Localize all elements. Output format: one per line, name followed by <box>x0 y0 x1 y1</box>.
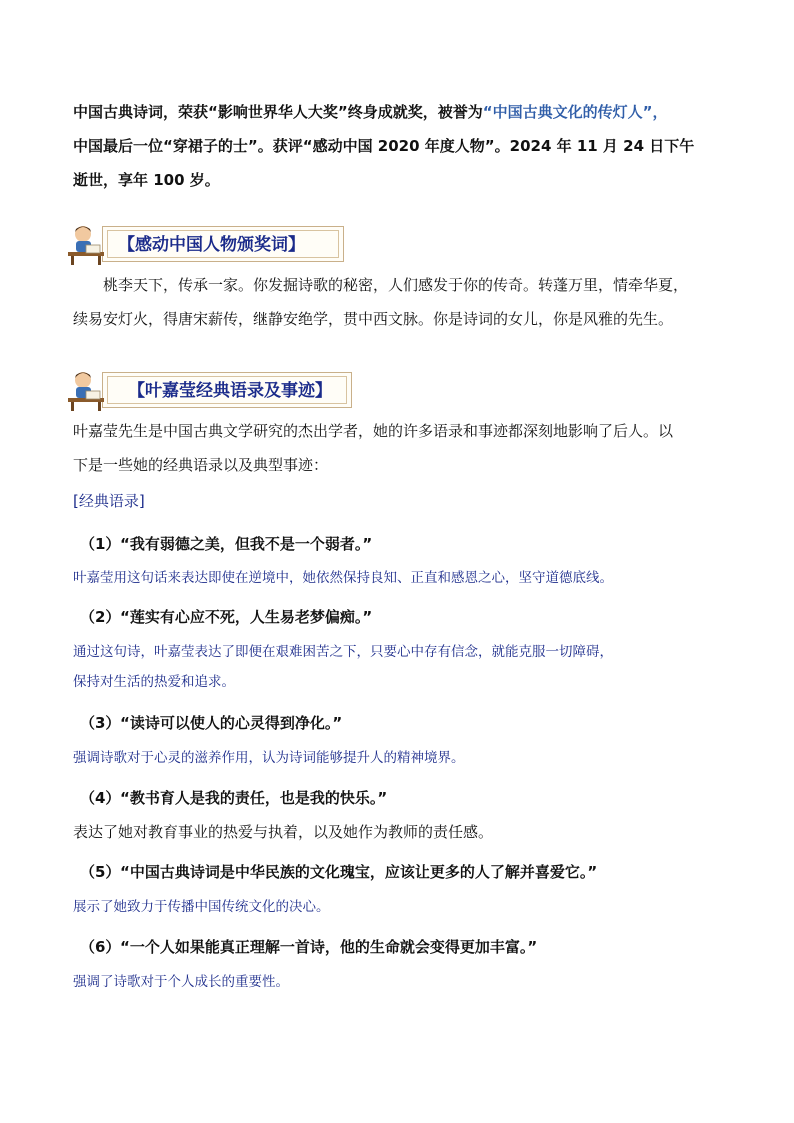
quote-explanation-5: 展示了她致力于传播中国传统文化的决心。 <box>73 899 330 915</box>
quotes-intro-line-2: 下是一些她的经典语录以及典型事迹： <box>73 456 329 474</box>
category-label: [经典语录] <box>73 492 145 510</box>
quote-explanation-6: 强调了诗歌对于个人成长的重要性。 <box>73 974 289 990</box>
quotes-intro <box>73 414 733 482</box>
quotes-intro-line-1: 叶嘉莹先生是中国古典文学研究的杰出学者，她的许多语录和事迹都深刻地影响了后人。以 <box>73 422 674 440</box>
section-title: 【叶嘉莹经典语录及事迹】 <box>128 381 332 401</box>
quote-explanation-3: 强调诗歌对于心灵的滋养作用，认为诗词能够提升人的精神境界。 <box>73 750 465 766</box>
intro-line-1: 中国古典诗词，荣获“影响世界华人大奖”终身成就奖，被誉为“中国古典文化的传灯人”， <box>73 103 668 121</box>
award-citation-line-1: 桃李天下，传承一家。你发掘诗歌的秘密，人们感发于你的传奇。转蓬万里，情牵华夏， <box>103 276 689 294</box>
intro-line-3: 逝世，享年 100 岁。 <box>73 171 220 189</box>
intro-highlight: “中国古典文化的传灯人”， <box>482 103 668 121</box>
intro-paragraph <box>73 95 733 197</box>
student-reading-icon <box>66 368 110 412</box>
quote-explanation-2: 通过这句诗，叶嘉莹表达了即便在艰难困苦之下，只要心中存有信念，就能克服一切障碍， 保持对生活的热爱和追求。 <box>73 644 613 690</box>
quote-item-6: （6）“一个人如果能真正理解一首诗，他的生命就会变得更加丰富。” <box>80 938 538 956</box>
quote-item-4: （4）“教书育人是我的责任，也是我的快乐。” <box>80 789 388 807</box>
student-reading-icon <box>66 222 110 266</box>
award-citation-line-2: 续易安灯火，得唐宋薪传，继静安绝学，贯中西文脉。你是诗词的女儿，你是风雅的先生。 <box>73 310 674 328</box>
section-header-quotes <box>66 368 356 412</box>
quote-explanation-4: 表达了她对教育事业的热爱与执着，以及她作为教师的责任感。 <box>73 823 494 841</box>
quote-explanation-1: 叶嘉莹用这句话来表达即使在逆境中，她依然保持良知、正直和感恩之心，坚守道德底线。 <box>73 570 613 586</box>
intro-line-2: 中国最后一位“穿裙子的士”。获评“感动中国 2020 年度人物”。2024 年 11 月 24 日下午 <box>73 137 695 155</box>
award-citation <box>73 268 733 336</box>
section-title: 【感动中国人物颁奖词】 <box>118 235 305 255</box>
quote-item-2: （2）“莲实有心应不死，人生易老梦偏痴。” <box>80 608 373 626</box>
quote-item-1: （1）“我有弱德之美，但我不是一个弱者。” <box>80 535 373 553</box>
quote-item-5: （5）“中国古典诗词是中华民族的文化瑰宝，应该让更多的人了解并喜爱它。” <box>80 863 598 881</box>
quote-item-3: （3）“读诗可以使人的心灵得到净化。” <box>80 714 343 732</box>
section-header-award <box>66 222 346 266</box>
